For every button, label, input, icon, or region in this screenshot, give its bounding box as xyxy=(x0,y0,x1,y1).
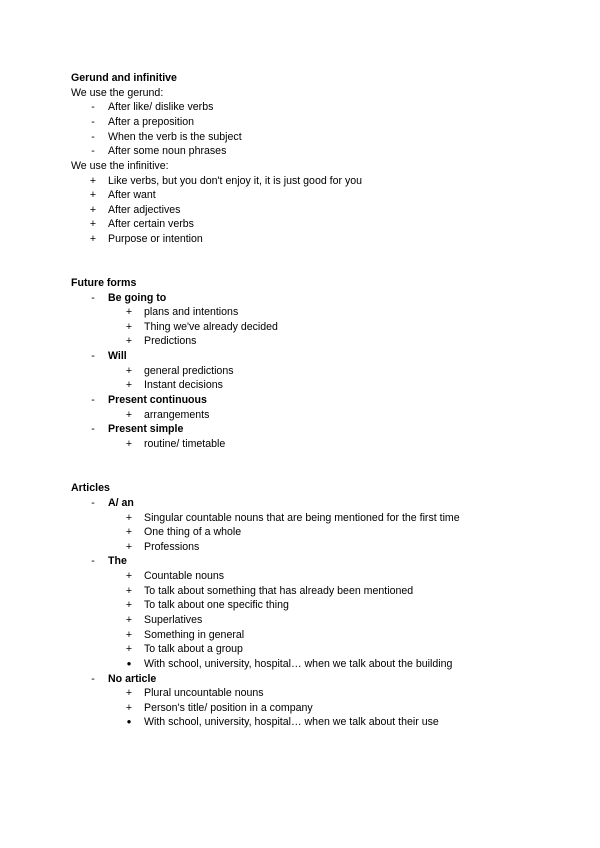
list-item xyxy=(0,305,600,320)
group-label-no-article: No article xyxy=(108,673,157,685)
group-heading xyxy=(0,291,600,306)
dash-bullet: - xyxy=(91,131,95,143)
gerund-intro: We use the gerund: xyxy=(71,87,164,99)
list-item xyxy=(0,584,600,599)
future-item: general predictions xyxy=(144,365,234,377)
list-item xyxy=(0,715,600,730)
list-item xyxy=(0,232,600,247)
dash-bullet: - xyxy=(91,145,95,157)
plus-bullet: + xyxy=(125,512,133,524)
plus-bullet: + xyxy=(125,570,133,582)
list-item xyxy=(0,511,600,526)
dot-bullet: ● xyxy=(126,717,132,726)
plus-bullet: + xyxy=(125,306,133,318)
list-item xyxy=(0,203,600,218)
plus-bullet: + xyxy=(125,365,133,377)
group-heading xyxy=(0,393,600,408)
article-item: One thing of a whole xyxy=(144,526,242,538)
plus-bullet: + xyxy=(89,218,97,230)
dot-bullet: ● xyxy=(126,659,132,668)
list-item xyxy=(0,174,600,189)
future-item: arrangements xyxy=(144,409,210,421)
list-item xyxy=(0,320,600,335)
dash-bullet: - xyxy=(91,116,95,128)
future-item: Instant decisions xyxy=(144,379,223,391)
plus-bullet: + xyxy=(125,614,133,626)
list-item xyxy=(0,130,600,145)
list-item xyxy=(0,437,600,452)
plus-bullet: + xyxy=(89,175,97,187)
article-item: With school, university, hospital… when we talk about their use xyxy=(144,716,439,728)
plus-bullet: + xyxy=(89,189,97,201)
article-item: Countable nouns xyxy=(144,570,225,582)
list-item xyxy=(0,364,600,379)
list-item xyxy=(0,378,600,393)
infinitive-item: Purpose or intention xyxy=(108,233,203,245)
group-heading xyxy=(0,349,600,364)
plus-bullet: + xyxy=(125,643,133,655)
list-item xyxy=(0,686,600,701)
article-item: To talk about one specific thing xyxy=(144,599,289,611)
gerund-item: After like/ dislike verbs xyxy=(108,101,214,113)
dash-bullet: - xyxy=(91,350,95,362)
infinitive-item: After adjectives xyxy=(108,204,181,216)
group-label-a-an: A/ an xyxy=(108,497,134,509)
plus-bullet: + xyxy=(89,204,97,216)
plus-bullet: + xyxy=(125,599,133,611)
list-item xyxy=(0,408,600,423)
article-item: Something in general xyxy=(144,629,245,641)
list-item xyxy=(0,613,600,628)
dash-bullet: - xyxy=(91,101,95,113)
plus-bullet: + xyxy=(125,526,133,538)
infinitive-item: Like verbs, but you don't enjoy it, it is just good for you xyxy=(108,175,363,187)
plus-bullet: + xyxy=(125,438,133,450)
section-title-gerund-infinitive: Gerund and infinitive xyxy=(71,72,177,84)
plus-bullet: + xyxy=(125,687,133,699)
list-item xyxy=(0,598,600,613)
list-item xyxy=(0,144,600,159)
list-item xyxy=(0,569,600,584)
list-item xyxy=(0,540,600,555)
gerund-item: After some noun phrases xyxy=(108,145,227,157)
plus-bullet: + xyxy=(89,233,97,245)
group-heading xyxy=(0,496,600,511)
group-label-the: The xyxy=(108,555,127,567)
future-item: Thing we've already decided xyxy=(144,321,278,333)
article-item: Superlatives xyxy=(144,614,203,626)
group-heading xyxy=(0,422,600,437)
future-item: plans and intentions xyxy=(144,306,239,318)
group-label-present-simple: Present simple xyxy=(108,423,184,435)
list-item xyxy=(0,628,600,643)
dash-bullet: - xyxy=(91,292,95,304)
article-item: Professions xyxy=(144,541,200,553)
gerund-item: When the verb is the subject xyxy=(108,131,242,143)
plus-bullet: + xyxy=(125,541,133,553)
infinitive-item: After certain verbs xyxy=(108,218,194,230)
future-item: Predictions xyxy=(144,335,197,347)
list-item xyxy=(0,100,600,115)
infinitive-intro: We use the infinitive: xyxy=(71,160,169,172)
plus-bullet: + xyxy=(125,409,133,421)
article-item: With school, university, hospital… when we talk about the building xyxy=(144,658,453,670)
future-item: routine/ timetable xyxy=(144,438,226,450)
article-item: Person's title/ position in a company xyxy=(144,702,313,714)
plus-bullet: + xyxy=(125,321,133,333)
group-label-will: Will xyxy=(108,350,127,362)
list-item xyxy=(0,115,600,130)
plus-bullet: + xyxy=(125,629,133,641)
plus-bullet: + xyxy=(125,702,133,714)
article-item: To talk about a group xyxy=(144,643,243,655)
plus-bullet: + xyxy=(125,585,133,597)
dash-bullet: - xyxy=(91,423,95,435)
list-item xyxy=(0,217,600,232)
list-item xyxy=(0,334,600,349)
plus-bullet: + xyxy=(125,335,133,347)
article-item: To talk about something that has already been mentioned xyxy=(144,585,414,597)
list-item xyxy=(0,701,600,716)
plus-bullet: + xyxy=(125,379,133,391)
list-item xyxy=(0,642,600,657)
dash-bullet: - xyxy=(91,394,95,406)
gerund-item: After a preposition xyxy=(108,116,194,128)
group-label-present-continuous: Present continuous xyxy=(108,394,207,406)
dash-bullet: - xyxy=(91,497,95,509)
group-heading xyxy=(0,554,600,569)
list-item xyxy=(0,188,600,203)
section-title-articles: Articles xyxy=(71,482,110,494)
section-title-future-forms: Future forms xyxy=(71,277,137,289)
dash-bullet: - xyxy=(91,673,95,685)
article-item: Plural uncountable nouns xyxy=(144,687,264,699)
dash-bullet: - xyxy=(91,555,95,567)
group-heading xyxy=(0,672,600,687)
list-item xyxy=(0,525,600,540)
list-item xyxy=(0,657,600,672)
group-label-be-going-to: Be going to xyxy=(108,292,167,304)
infinitive-item: After want xyxy=(108,189,156,201)
article-item: Singular countable nouns that are being mentioned for the first time xyxy=(144,512,460,524)
